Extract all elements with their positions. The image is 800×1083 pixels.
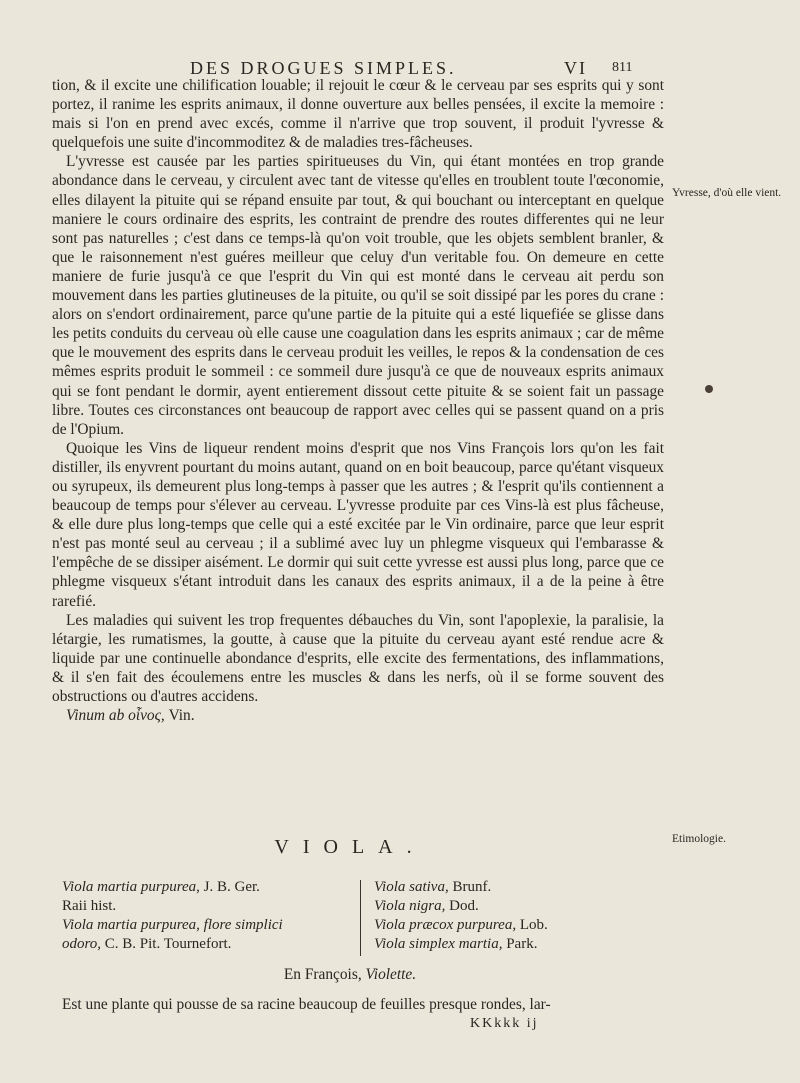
page-number: 811: [612, 60, 633, 75]
synonym-italic: Viola simplex martia,: [374, 936, 503, 952]
etymology-line: [52, 706, 664, 725]
synonym-entry: [374, 935, 624, 954]
synonym-source: J. B. Ger.: [203, 879, 260, 895]
synonym-source: Brunf.: [452, 879, 492, 895]
main-text: [52, 76, 664, 725]
paragraph-4: Les maladies qui suivent les trop frequentes débauches du Vin, sont l'apoplexie, la paralisie, la létargie, les rumatismes, la goutte, à cause que la pituite du cerveau ayant esté rendue acre & liquide par une continuelle abondance d'esprits, elle excite des fermentations, des inflammations, & il s'en fait des écoulemens entre les muscles & dans les nerfs, où il se forme souvent des obstructions ou d'autres accidens.: [52, 611, 664, 705]
synonym-entry: [374, 916, 624, 935]
synonym-entry: [62, 935, 350, 954]
synonym-source: Raii hist.: [62, 898, 117, 914]
paragraph-1: tion, & il excite une chilification louable; il rejouit le cœur & le cerveau par ses esprits qui y sont portez, il ranime les esprits animaux, il donne ouverture aux belles pensées, il excite la memoire : mais si l'on en prend avec excés, comme il n'arrive que trop souvent, il produit l'yvresse & quelquefois une suite d'incommoditez & de maladies tres-fâcheuses.: [52, 77, 664, 152]
synonym-italic: odoro,: [62, 936, 102, 952]
synonym-entry: [374, 878, 624, 897]
synonym-italic: Viola præcox purpurea,: [374, 917, 517, 933]
ink-spot: [705, 385, 713, 393]
synonym-entry: [374, 897, 624, 916]
margin-note-etimologie: Etimologie.: [672, 833, 726, 845]
synonyms-left-column: [62, 878, 350, 954]
paragraph-2: L'yvresse est causée par les parties spiritueuses du Vin, qui étant montées en trop grande abondance dans le cerveau, y circulent avec tant de vitesse qu'elles en troublent toute l'œconomie, elles dilayent la pituite qui se répand ensuite par tout, & qui bouchant ou interceptant en quelque maniere le cours ordinaire des esprits, les contraint de prendre des routes differentes qui ne leur sont pas naturelles ; c'est dans ce temps-là qu'on voit trouble, que les objets semblent branler, & que le raisonnement n'est guéres meilleur que celuy d'un veritable fou. On demeure en cette maniere de furie jusqu'à ce que l'esprit du Vin qui est monté dans le cerveau ait perdu son mouvement dans les parties glutineuses de la pituite, ou qu'il se soit dissipé par les pores du crane : alors on s'endort ordinairement, parce qu'une partie de la pituite qui a esté liquefiée se glisse dans les petits conduits du cerveau où elle cause une coagulation dans les esprits animaux ; car de même que le mouvement des esprits dans le cerveau produit les veilles, le repos & la condensation de ces mêmes esprits produit le sommeil : ce sommeil dure jusqu'à ce que de nouveaux esprits animaux qui se font pendant le dormir, ayent entierement dissout cette pituite & se soient fait un passage libre. Toutes ces circonstances ont beaucoup de rapport avec celles qui se passent quand on a pris de l'Opium.: [52, 153, 664, 438]
synonym-italic: Viola sativa,: [374, 879, 449, 895]
section-title: VIOLA.: [274, 836, 426, 858]
synonyms-right-column: [374, 878, 624, 954]
header-title: DES DROGUES SIMPLES.: [190, 58, 457, 78]
synonym-italic: Viola martia purpurea, flore simplici: [62, 917, 283, 933]
synonym-italic: Viola martia purpurea,: [62, 879, 200, 895]
margin-note-yvresse: Yvresse, d'où elle vient.: [672, 187, 782, 199]
etymology-french: Vin.: [168, 707, 195, 725]
french-name: Violette.: [365, 966, 417, 983]
signature-mark: KKkkk ij: [470, 1016, 539, 1031]
synonym-source: Dod.: [449, 898, 479, 914]
synonym-source: Lob.: [519, 917, 548, 933]
synonym-source: C. B. Pit. Tournefort.: [104, 936, 232, 952]
french-name-prefix: En François,: [283, 966, 362, 983]
synonym-entry: [62, 897, 350, 916]
french-name-line: [0, 966, 700, 984]
etymology-latin: Vinum ab οἶνος,: [66, 707, 165, 725]
header-chapter-numeral: VI: [564, 58, 587, 78]
synonym-italic: Viola nigra,: [374, 898, 446, 914]
synonym-entry: [62, 916, 350, 935]
paragraph-3: Quoique les Vins de liqueur rendent moins d'esprit que nos Vins François lors qu'on les fait distiller, ils enyvrent pourtant du moins autant, quand on en boit beaucoup, parce qu'étant visqueux ou syrupeux, ils demeurent plus long-temps à passer que les autres ; & l'esprit qu'ils contiennent a beaucoup de temps pour s'élever au cerveau. L'yvresse produite par ces Vins-là est plus fâcheuse, & elle dure plus long-temps que celle qui a esté excitée par le Vin ordinaire, parce que leur esprit n'est pas monté seul au cerveau ; il a sublimé avec luy un phlegme visqueux qui l'embarasse & l'empêche de se dissiper aisément. Le dormir qui suit cette yvresse est aussi plus long, parce que ce phlegme visqueux s'étant introduit dans les canaux des esprits animaux, il a de la peine à être rarefié.: [52, 439, 664, 610]
description-start: Est une plante qui pousse de sa racine beaucoup de feuilles presque rondes, lar-: [62, 996, 551, 1013]
synonym-source: Park.: [506, 936, 538, 952]
column-divider: [360, 880, 361, 956]
synonym-entry: [62, 878, 350, 897]
